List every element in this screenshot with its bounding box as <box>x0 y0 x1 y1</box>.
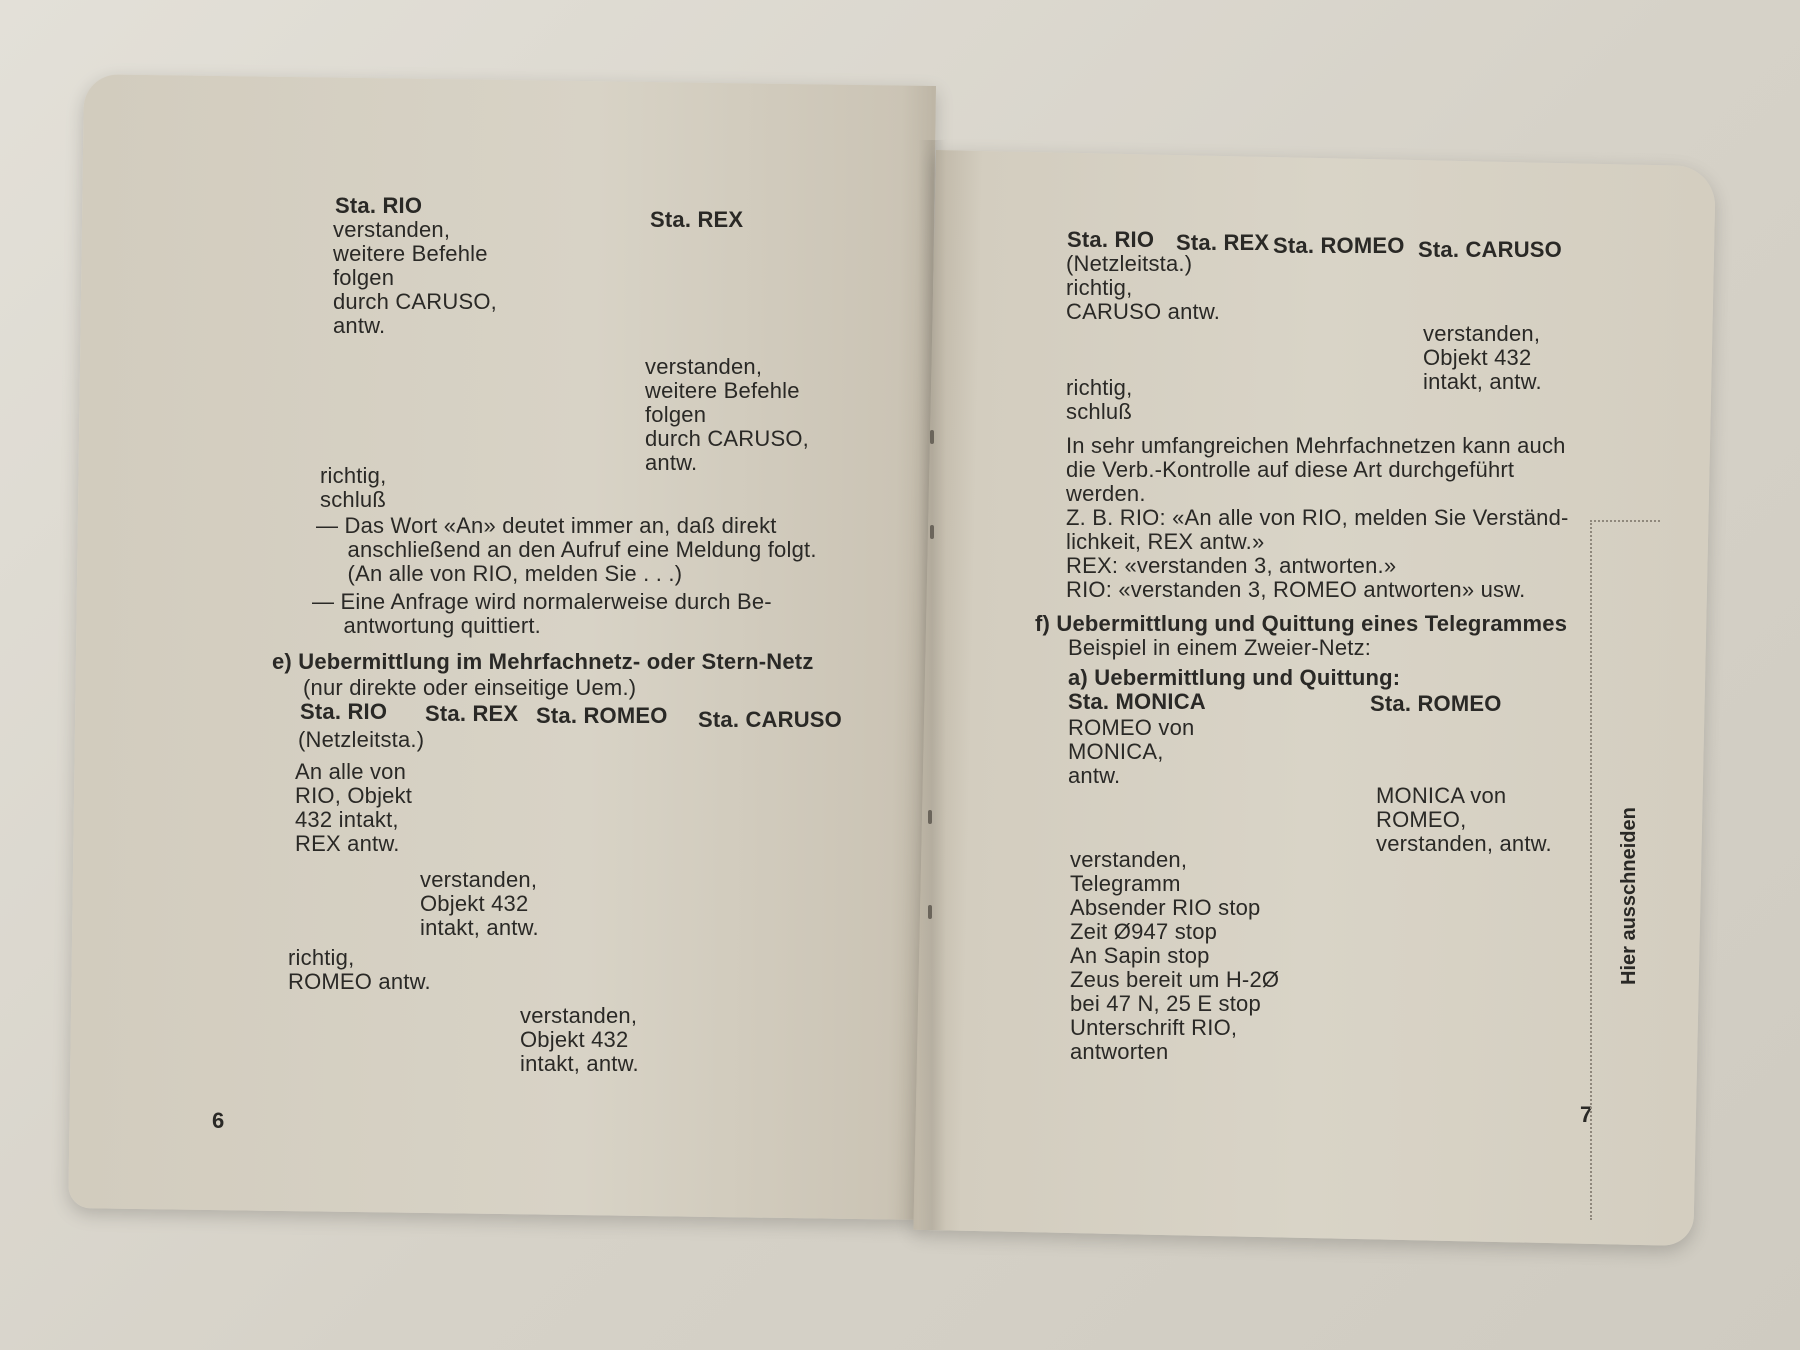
right-block-caruso-1: verstanden, Objekt 432 intakt, antw. <box>1423 321 1542 394</box>
cut-here-label: Hier ausschneiden <box>1618 807 1640 985</box>
left-netzleitsta: (Netzleitsta.) <box>298 727 425 752</box>
left-block-rex-1: verstanden, weitere Befehle folgen durch CARUSO, antw. <box>645 354 809 475</box>
left-header-rio: Sta. RIO <box>335 193 423 218</box>
right-block-romeo-1: MONICA von ROMEO, verstanden, antw. <box>1376 783 1552 856</box>
left-note-an: — Das Wort «An» deutet immer an, daß direkt anschließend an den Aufruf eine Meldung folgt. (An alle von RIO, melden Sie . . .) <box>316 513 817 586</box>
cut-line <box>1590 520 1592 1220</box>
left-note-anfrage: — Eine Anfrage wird normalerweise durch Be- antwortung quittiert. <box>312 589 772 638</box>
right-station-caruso: Sta. CARUSO <box>1418 237 1562 262</box>
left-station-caruso: Sta. CARUSO <box>698 707 842 732</box>
right-station-monica: Sta. MONICA <box>1068 689 1206 714</box>
right-block-monica-2: verstanden, Telegramm Absender RIO stop Zeit Ø947 stop An Sapin stop Zeus bereit um H-2Ø bei 47 N, 25 E stop Unterschrift RIO, antworten <box>1070 847 1280 1064</box>
left-station-romeo: Sta. ROMEO <box>536 703 668 728</box>
section-f-subtitle: Beispiel in einem Zweier-Netz: <box>1068 635 1372 660</box>
left-block-romeo-1: verstanden, Objekt 432 intakt, antw. <box>520 1003 639 1076</box>
left-block-rio-4: richtig, ROMEO antw. <box>288 945 431 994</box>
left-station-rio: Sta. RIO <box>300 699 388 724</box>
cut-line-top <box>1590 520 1660 522</box>
section-e-subtitle: (nur direkte oder einseitige Uem.) <box>303 675 637 700</box>
section-a-title: a) Uebermittlung und Quittung: <box>1068 665 1401 690</box>
left-header-rex: Sta. REX <box>650 207 744 232</box>
right-station-rex: Sta. REX <box>1176 230 1270 255</box>
right-station-romeo: Sta. ROMEO <box>1273 233 1405 258</box>
right-page <box>913 150 1715 1246</box>
book-gutter <box>918 140 946 1230</box>
right-block-rio-1: (Netzleitsta.) richtig, CARUSO antw. <box>1066 251 1221 324</box>
section-e-title: e) Uebermittlung im Mehrfachnetz- oder Stern-Netz <box>272 649 814 674</box>
section-f-title: f) Uebermittlung und Quittung eines Telegrammes <box>1035 611 1568 636</box>
left-block-rio-2: richtig, schluß <box>320 463 387 512</box>
right-station-rio: Sta. RIO <box>1067 227 1155 252</box>
left-page-number: 6 <box>212 1108 225 1133</box>
left-station-rex: Sta. REX <box>425 701 519 726</box>
right-block-rio-2: richtig, schluß <box>1066 375 1133 424</box>
left-block-rio-1: verstanden, weitere Befehle folgen durch CARUSO, antw. <box>333 217 497 338</box>
binding-stitch <box>930 525 934 539</box>
binding-stitch <box>930 430 934 444</box>
right-station-romeo-2: Sta. ROMEO <box>1370 691 1502 716</box>
left-block-rio-3: An alle von RIO, Objekt 432 intakt, REX antw. <box>295 759 413 856</box>
right-paragraph: In sehr umfangreichen Mehrfachnetzen kann auch die Verb.-Kontrolle auf diese Art durchgeführt werden. Z. B. RIO: «An alle von RIO, melden Sie Verständ- lichkeit, REX antw.» REX: «verstanden 3, antworten.» RIO: «verstanden 3, ROMEO antworten» usw. <box>1066 433 1569 602</box>
right-block-monica-1: ROMEO von MONICA, antw. <box>1068 715 1195 788</box>
left-page <box>68 74 936 1220</box>
right-page-number: 7 <box>1580 1102 1593 1127</box>
binding-stitch <box>928 905 932 919</box>
binding-stitch <box>928 810 932 824</box>
left-block-rex-2: verstanden, Objekt 432 intakt, antw. <box>420 867 539 940</box>
